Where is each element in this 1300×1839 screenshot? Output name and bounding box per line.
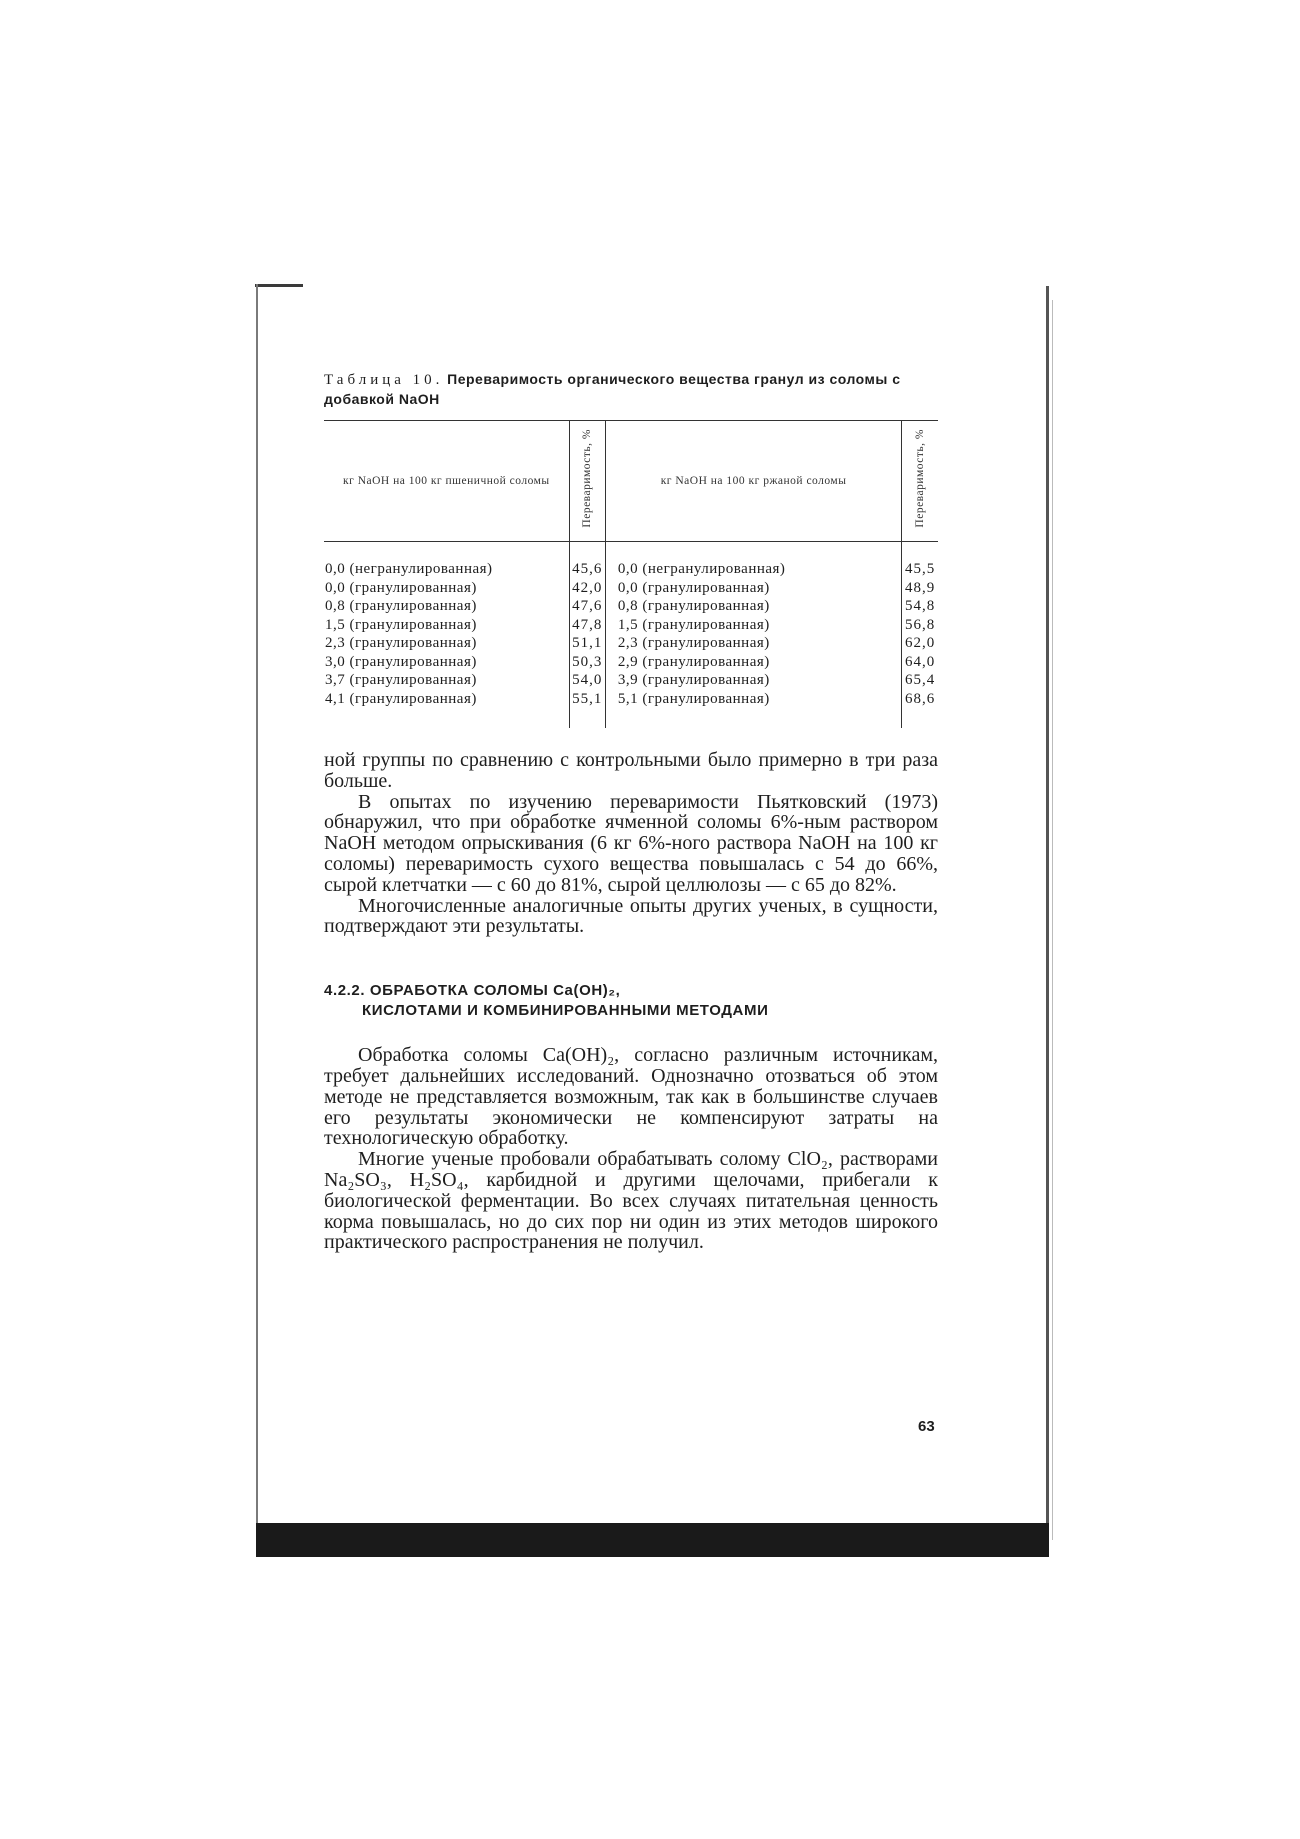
paragraph: Обработка соломы Ca(OH)₂, согласно различным источникам, требует дальнейших исследований. Однозначно отозваться об этом методе не представляется возможным, так как в большинстве случаев его результаты экономически не компенсируют затраты на технологическую обработку. [324,1044,938,1150]
scan-edge-left [256,284,258,1554]
paragraph: Многочисленные аналогичные опыты других ученых, в сущности, подтверждают эти результаты. [324,894,938,938]
table-row: 0,8 (гранулированная) 47,6 0,8 (гранулированная) 54,8 [325,598,936,614]
table-row: 3,0 (гранулированная) 50,3 2,9 (гранулированная) 64,0 [325,653,936,670]
header-digestibility-wheat: Переваримость, % [569,421,605,542]
body-text-2 [324,1045,938,1253]
scan-edge-bottom [256,1523,1049,1557]
table-row: 3,7 (гранулированная) 54,0 3,9 (гранулированная) 65,4 [325,672,936,688]
scan-edge-right-inner [1052,300,1053,1540]
body-text [324,750,938,937]
scan-edge-top-left [255,284,303,287]
scan-edge-right [1046,286,1049,1546]
table-row: 2,3 (гранулированная) 51,1 2,3 (гранулированная) 62,0 [325,635,936,651]
header-wheat: кг NaOH на 100 кг пшеничной соломы [324,421,569,542]
table-row: 0,0 (гранулированная) 42,0 0,0 (гранулированная) 48,9 [325,579,936,596]
table-row: 4,1 (гранулированная) 55,1 5,1 (гранулированная) 68,6 [324,690,938,729]
book-page [324,370,938,1253]
header-digestibility-rye: Переваримость, % [913,429,926,528]
section-heading-line2: КИСЛОТАМИ И КОМБИНИРОВАННЫМИ МЕТОДАМИ [362,1002,769,1020]
table-caption-title: Переваримость органического вещества гранул из соломы с добавкой NaOH [324,371,901,407]
page-number: 63 [918,1418,935,1435]
table-row: 0,0 (негранулированная) 45,6 0,0 (негранулированная) 45,5 [324,542,938,579]
table-row: 1,5 (гранулированная) 47,8 1,5 (гранулированная) 56,8 [325,616,936,633]
section-heading-line1: 4.2.2. ОБРАБОТКА СОЛОМЫ Ca(OH)₂, [324,982,621,1000]
paragraph: В опытах по изучению переваримости Пьятковский (1973) обнаружил, что при обработке ячменной соломы 6%-ным раствором NaOH методом опрыскивания (6 кг 6%-ного раствора NaOH на 100 кг соломы) переваримость сухого вещества повышалась с 54 до 66%, сырой клетчатки — с 60 до 81%, сырой целлюлозы — с 65 до 82%. [324,790,938,896]
paragraph: Многие ученые пробовали обрабатывать солому ClO₂, растворами Na₂SO₃, H₂SO₄, карбидной и другими щелочами, прибегали к биологической ферментации. Во всех случаях питательная ценность корма повышалась, но до сих пор ни один из этих методов широкого практического распространения не получил. [324,1148,938,1254]
table-caption [324,370,938,410]
header-rye: кг NaOH на 100 кг ржаной соломы [605,421,901,542]
digestibility-table [324,420,938,728]
paragraph: ной группы по сравнению с контрольными было примерно в три раза больше. [324,749,938,792]
section-heading [324,981,938,1021]
table-caption-lead: Таблица 10. [324,372,444,388]
